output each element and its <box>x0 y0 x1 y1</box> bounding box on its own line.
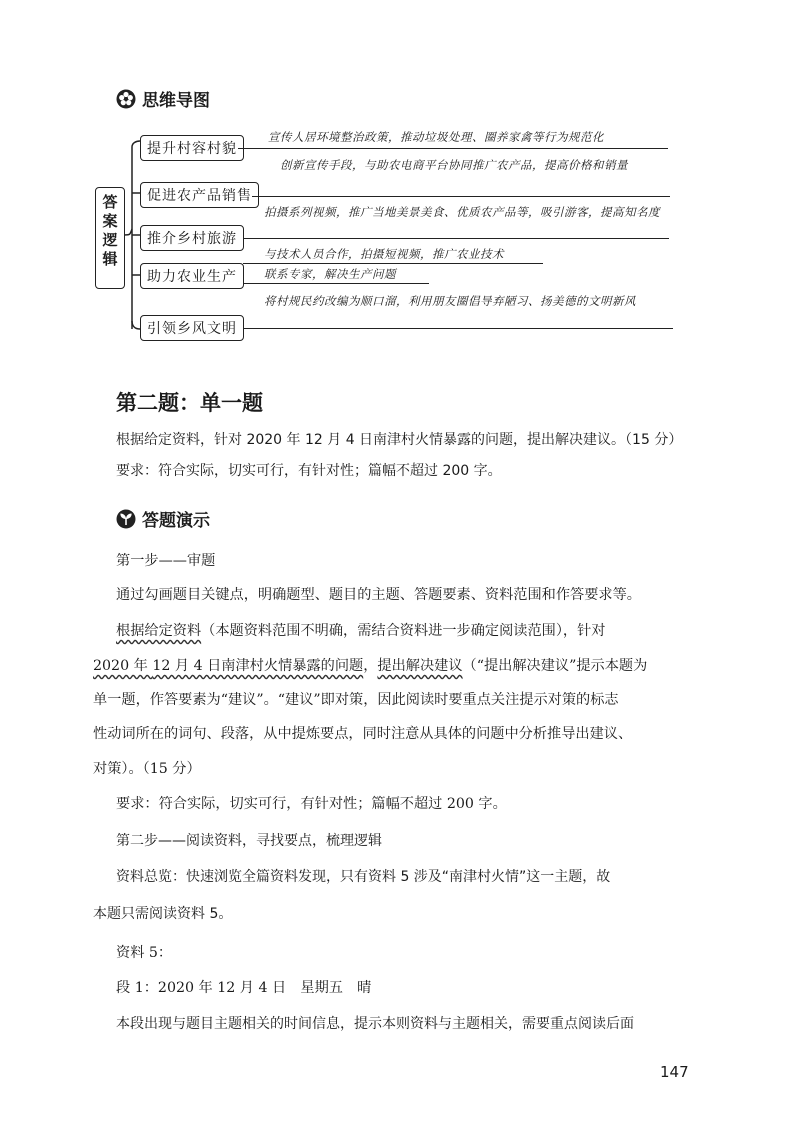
branch-box-2: 促进农产品销售 <box>140 182 259 208</box>
branch-note-4a: 与技术人员合作，拍摄短视频，推广农业技术 <box>264 247 504 261</box>
keyword-suggestion: 提出解决建议 <box>377 658 463 674</box>
branch-box-5: 引领乡风文明 <box>140 315 244 341</box>
material-date-line: 段 1：2020 年 12 月 4 日 星期五 晴 <box>116 980 372 996</box>
branch-note-5: 将村规民约改编为顺口溜，利用朋友圈倡导弃陋习、扬美德的文明新风 <box>264 294 636 308</box>
demo-para-4: 单一题，作答要素为“建议”。“建议”即对策，因此阅读时要重点关注提示对策的标志 <box>93 692 619 708</box>
branch-line-1 <box>238 148 668 149</box>
mindmap-heading <box>116 86 210 111</box>
demo-para-2-rest: （本题资料范围不明确，需结合资料进一步确定阅读范围），针对 <box>201 623 606 639</box>
demo-para-8: 资料总览：快速浏览全篇资料发现，只有资料 5 涉及“南津村火情”这一主题，故 <box>116 869 611 885</box>
mindmap-heading-text: 思维导图 <box>142 91 210 111</box>
comma: ， <box>363 658 378 674</box>
keyword-materials: 根据给定资料 <box>116 623 202 639</box>
branch-line-4a <box>243 263 543 264</box>
flower-icon <box>116 89 136 109</box>
demo-heading-text: 答题演示 <box>142 511 210 531</box>
page-number: 147 <box>660 1063 689 1081</box>
step1-title: 第一步——审题 <box>116 553 216 569</box>
demo-para-1: 通过勾画题目关键点，明确题型、题目的主题、答题要素、资料范围和作答要求等。 <box>116 587 641 603</box>
branch-line-5 <box>243 328 673 329</box>
sprout-icon <box>116 509 136 529</box>
material-label: 资料 5： <box>116 945 173 961</box>
demo-heading <box>116 506 210 531</box>
demo-para-12: 本段出现与题目主题相关的时间信息，提示本则资料与主题相关，需要重点阅读后面 <box>116 1016 634 1032</box>
branch-box-4: 助力农业生产 <box>140 263 244 289</box>
demo-para-3-rest: （“提出解决建议”提示本题为 <box>462 658 648 674</box>
demo-para-7: 要求：符合实际，切实可行，有针对性；篇幅不超过 200 字。 <box>116 796 507 812</box>
demo-para-9: 本题只需阅读资料 5。 <box>93 906 233 922</box>
demo-para-5: 性动词所在的词句、段落，从中提炼要点，同时注意从具体的问题中分析推导出建议、 <box>93 726 633 742</box>
mindmap-root-label: 答案逻辑 <box>100 194 119 270</box>
branch-box-1: 提升村容村貌 <box>140 135 244 161</box>
question-title: 第二题：单一题 <box>116 391 263 415</box>
demo-para-2 <box>116 620 605 640</box>
question-requirement: 要求：符合实际，切实可行，有针对性；篇幅不超过 200 字。 <box>116 463 502 479</box>
demo-para-6: 对策）。（15 分） <box>93 761 201 777</box>
branch-note-4b: 联系专家，解决生产问题 <box>264 267 396 281</box>
question-prompt: 根据给定资料，针对 2020 年 12 月 4 日南津村火情暴露的问题，提出解决建议。（15 分） <box>116 432 683 448</box>
branch-line-4b <box>243 283 429 284</box>
branch-line-3 <box>243 238 669 239</box>
branch-note-2: 创新宣传手段，与助农电商平台协同推广农产品，提高价格和销量 <box>280 158 628 172</box>
keyword-fire-issue: 12 月 4 日南津村火情暴露的问题 <box>152 658 364 674</box>
branch-box-3: 推介乡村旅游 <box>140 225 244 251</box>
step2-title: 第二步——阅读资料，寻找要点，梳理逻辑 <box>116 833 382 849</box>
date-underlined-a: 2020 年 <box>93 658 153 674</box>
branch-note-1: 宣传人居环境整治政策，推动垃圾处理、圈养家禽等行为规范化 <box>268 130 604 144</box>
branch-line-2 <box>252 196 670 197</box>
branch-note-3: 拍摄系列视频，推广当地美景美食、优质农产品等，吸引游客，提高知名度 <box>264 205 660 219</box>
demo-para-3 <box>93 655 647 675</box>
